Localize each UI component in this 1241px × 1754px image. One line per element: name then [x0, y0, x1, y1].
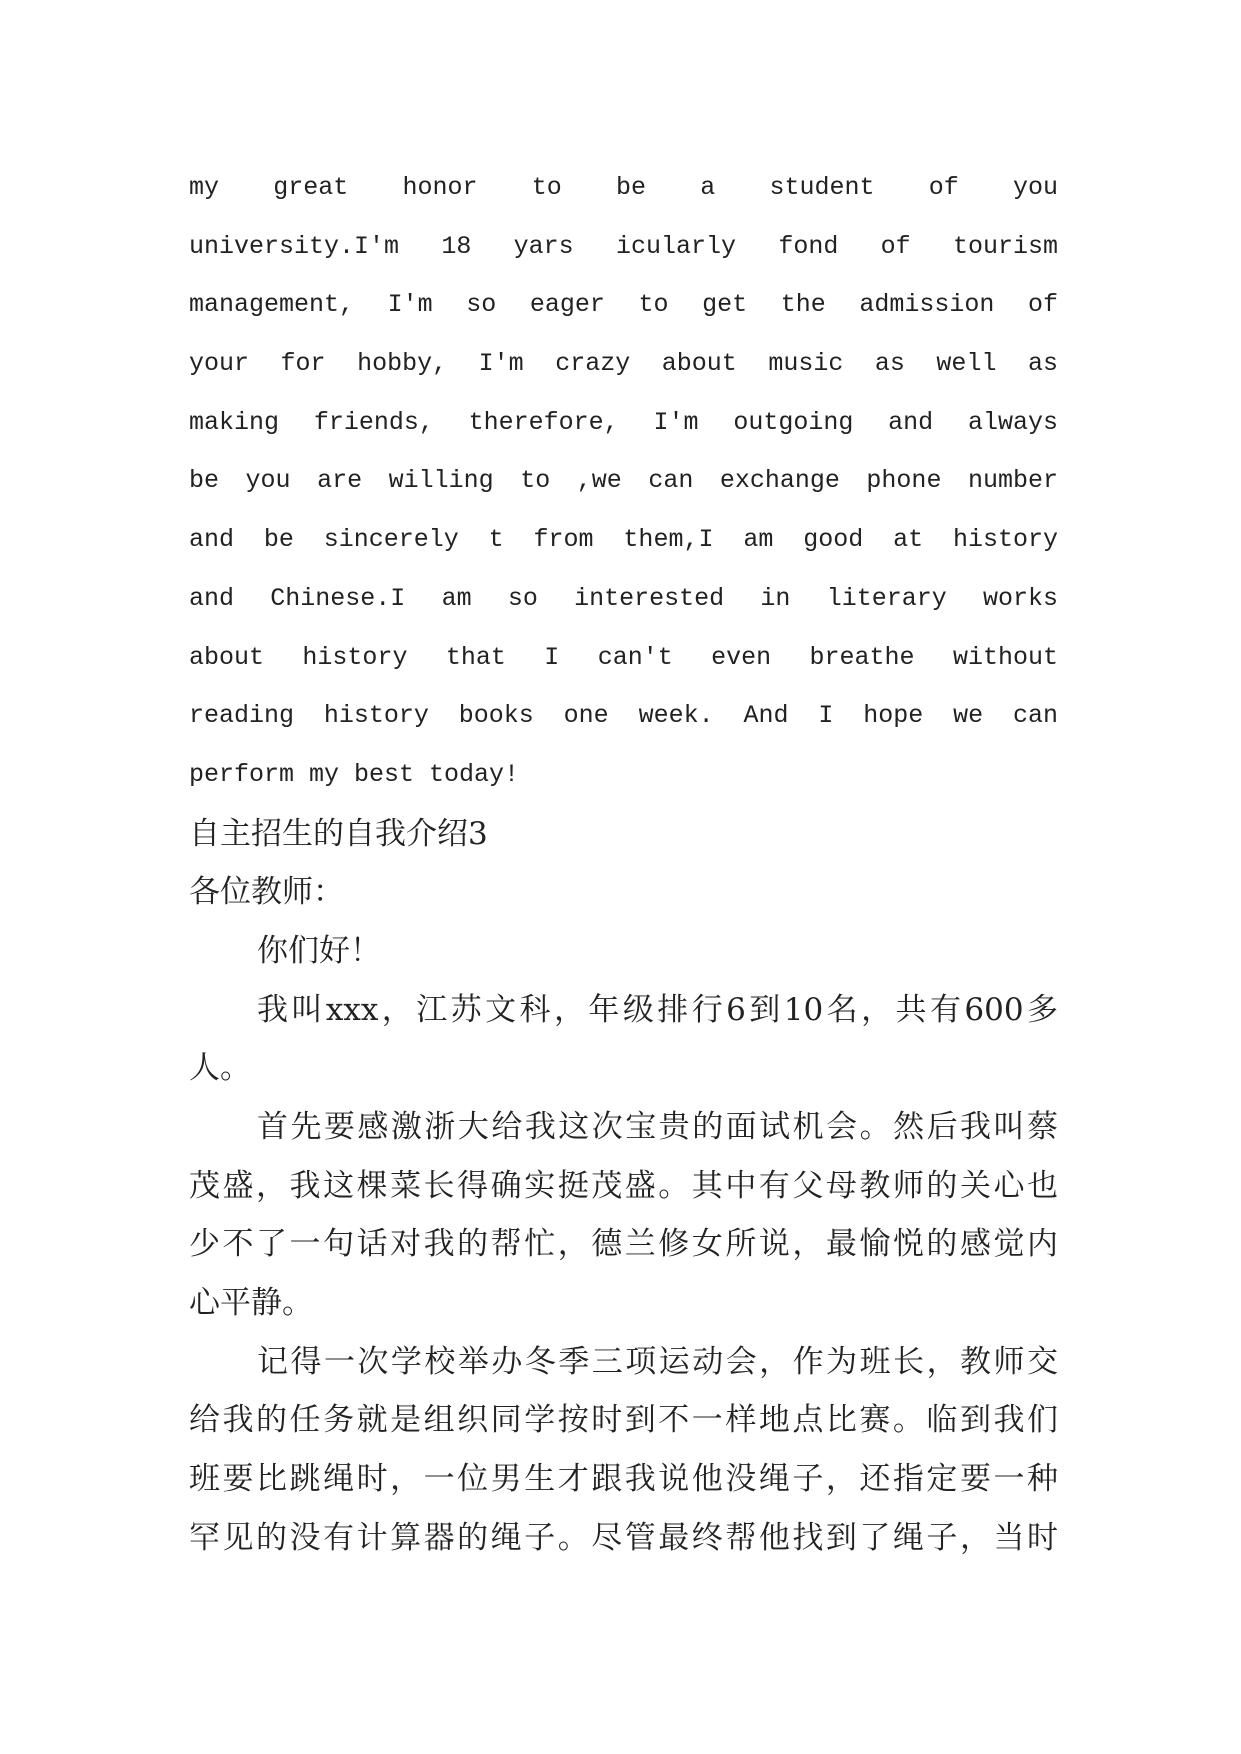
paragraph — [189, 1098, 1058, 1333]
paragraph-line: 少不了一句话对我的帮忙，德兰修女所说，最愉悦的感觉内 — [189, 1226, 1058, 1263]
paragraph-line: 我叫xxx，江苏文科，年级排行6到10名，共有600多 — [257, 991, 1058, 1028]
english-line: university.I'm 18 yars icularly fond of tourism — [189, 231, 1058, 261]
english-line: perform my best today! — [189, 759, 520, 789]
english-line: and be sincerely t from them,I am good at history — [189, 525, 1058, 555]
paragraph-line: 罕见的没有计算器的绳子。尽管最终帮他找到了绳子，当时 — [189, 1519, 1058, 1556]
paragraph-line: 记得一次学校举办冬季三项运动会，作为班长，教师交 — [257, 1343, 1058, 1380]
paragraph-line: 班要比跳绳时，一位男生才跟我说他没绳子，还指定要一种 — [189, 1461, 1058, 1498]
english-passage — [189, 159, 1058, 805]
english-line: making friends, therefore, I'm outgoing and always — [189, 407, 1058, 437]
document-body — [189, 159, 1058, 1568]
paragraph-line: 茂盛，我这棵菜长得确实挺茂盛。其中有父母教师的关心也 — [189, 1167, 1058, 1204]
english-line: about history that I can't even breathe without — [189, 642, 1058, 672]
greeting: 你们好！ — [257, 932, 381, 969]
english-line: and Chinese.I am so interested in literary works — [189, 583, 1058, 613]
english-line: be you are willing to ,we can exchange phone number — [189, 466, 1058, 496]
paragraph-line: 给我的任务就是组织同学按时到不一样地点比赛。临到我们 — [189, 1402, 1058, 1439]
salutation: 各位教师： — [189, 874, 344, 911]
section-title: 自主招生的自我介绍3 — [189, 815, 488, 852]
english-line: reading history books one week. And I hope we can — [189, 701, 1058, 731]
paragraph-line: 心平静。 — [189, 1285, 313, 1322]
paragraph-line: 人。 — [189, 1050, 251, 1087]
english-line: management, I'm so eager to get the admission of — [189, 290, 1058, 320]
paragraph — [189, 981, 1058, 1098]
paragraph-line: 首先要感激浙大给我这次宝贵的面试机会。然后我叫蔡 — [257, 1109, 1058, 1145]
english-line: your for hobby, I'm crazy about music as well as — [189, 349, 1058, 379]
english-line: my great honor to be a student of you — [189, 173, 1058, 202]
paragraph — [189, 1333, 1058, 1568]
